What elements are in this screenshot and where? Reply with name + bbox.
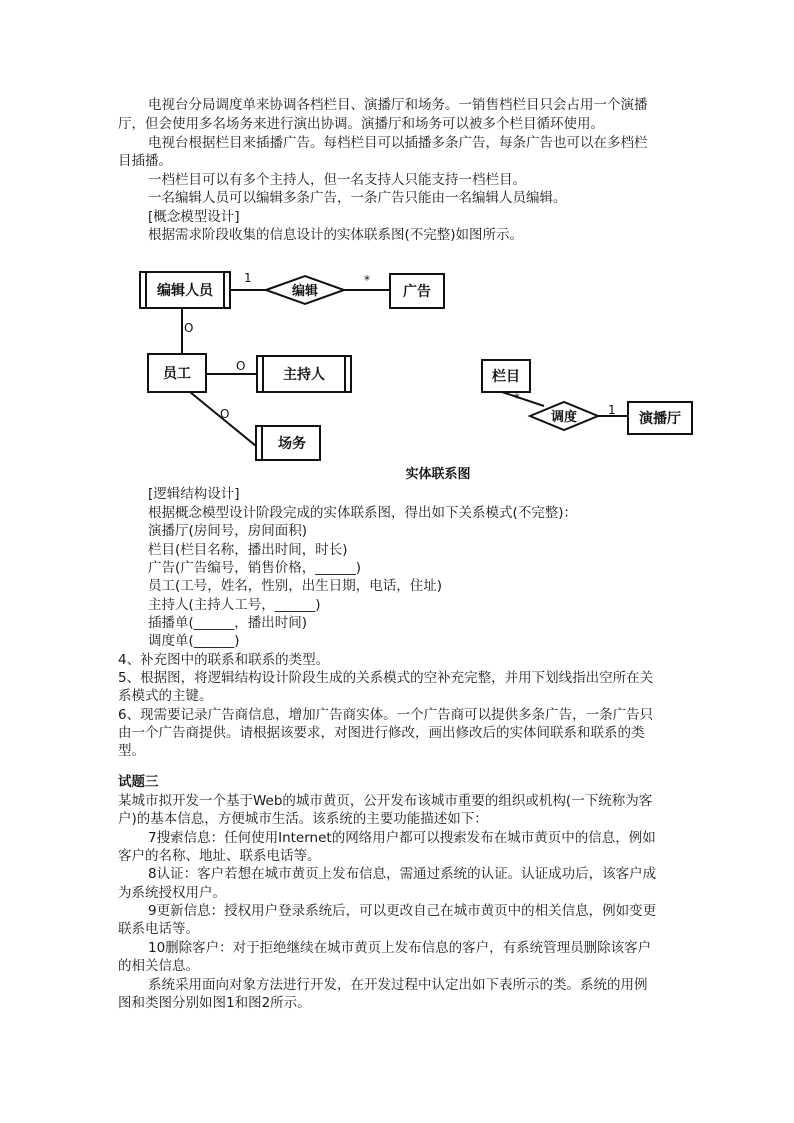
cardinality-label: O bbox=[220, 407, 230, 421]
cardinality-label: 1 bbox=[244, 271, 252, 285]
schema-line: 演播厅(房间号，房间面积) bbox=[148, 523, 308, 539]
schema-line: 调度单(______) bbox=[148, 633, 240, 649]
er-line bbox=[502, 392, 544, 406]
paragraph-line: 某城市拟开发一个基于Web的城市黄页，公开发布该城市重要的组织或机构(一下统称为客 bbox=[118, 793, 653, 809]
entity-ad bbox=[390, 274, 444, 308]
relation-edit-label: 编辑 bbox=[291, 284, 319, 299]
question-line: 6、现需要记录广告商信息，增加广告商实体。一个广告商可以提供多条广告，一条广告只 bbox=[118, 707, 654, 723]
entity-host-label: 主持人 bbox=[283, 367, 325, 383]
entity-staff bbox=[256, 426, 320, 460]
cardinality-label: O bbox=[236, 359, 246, 373]
entity-staff-label: 场务 bbox=[278, 436, 306, 452]
relation-schedule bbox=[530, 402, 598, 430]
paragraph-line: 图和类图分别如图1和图2所示。 bbox=[118, 995, 311, 1011]
paragraph-line: 根据需求阶段收集的信息设计的实体联系图(不完整)如图所示。 bbox=[148, 227, 524, 243]
paragraph-line: 一名编辑人员可以编辑多条广告，一条广告只能由一名编辑人员编辑。 bbox=[148, 190, 567, 206]
paragraph-line: 客户的名称、地址、联系电话等。 bbox=[118, 848, 321, 864]
paragraph-line: 根据概念模型设计阶段完成的实体联系图，得出如下关系模式(不完整)： bbox=[148, 505, 578, 521]
entity-program bbox=[482, 360, 530, 392]
paragraph-line: 联系电话等。 bbox=[118, 921, 199, 937]
schema-line: 插播单(______，播出时间) bbox=[148, 615, 308, 631]
entity-studio-label: 演播厅 bbox=[639, 411, 681, 427]
paragraph-line: 电视台根据栏目来插播广告。每档栏目可以插播多条广告，每条广告也可以在多档栏 bbox=[148, 135, 648, 151]
schema-line: 栏目(栏目名称，播出时间，时长) bbox=[148, 542, 348, 558]
paragraph-line: 的相关信息。 bbox=[118, 958, 199, 974]
section-heading: [概念模型设计] bbox=[148, 209, 240, 225]
cardinality-label: 1 bbox=[608, 403, 616, 417]
entity-editor-label: 编辑人员 bbox=[157, 283, 213, 299]
section-heading: [逻辑结构设计] bbox=[148, 486, 240, 502]
cardinality-label: * bbox=[514, 391, 520, 405]
schema-line: 广告(广告编号，销售价格，______) bbox=[148, 560, 362, 576]
paragraph-line: 为系统授权用户。 bbox=[118, 885, 226, 901]
relation-schedule-label: 调度 bbox=[550, 410, 578, 425]
entity-editor bbox=[140, 272, 230, 308]
entity-studio bbox=[628, 402, 692, 434]
paragraph-line: 电视台分局调度单来协调各档栏目、演播厅和场务。一销售档栏目只会占用一个演播 bbox=[148, 97, 648, 113]
paragraph-line: 7搜索信息：任何使用Internet的网络用户都可以搜索发布在城市黄页中的信息，例如 bbox=[148, 830, 656, 846]
cardinality-label: O bbox=[184, 321, 194, 335]
entity-ad-label: 广告 bbox=[403, 284, 431, 300]
cardinality-label: * bbox=[364, 273, 370, 287]
schema-line: 主持人(主持人工号，______) bbox=[148, 597, 321, 613]
paragraph-line: 厅，但会使用多名场务来进行演出协调。演播厅和场务可以被多个栏目循环使用。 bbox=[118, 116, 604, 132]
question-line: 4、补充图中的联系和联系的类型。 bbox=[118, 652, 330, 668]
question-line: 型。 bbox=[118, 743, 145, 759]
question-line: 由一个广告商提供。请根据该要求，对图进行修改，画出修改后的实体间联系和联系的类 bbox=[118, 725, 645, 741]
paragraph-line: 户)的基本信息，方便城市生活。该系统的主要功能描述如下： bbox=[118, 811, 488, 827]
question-line: 5、根据图，将逻辑结构设计阶段生成的关系模式的空补充完整，并用下划线指出空所在关 bbox=[118, 670, 654, 686]
question-line: 系模式的主键。 bbox=[118, 688, 213, 704]
schema-line: 员工(工号，姓名，性别，出生日期，电话，住址) bbox=[148, 578, 443, 594]
paragraph-line: 9更新信息：授权用户登录系统后，可以更改自己在城市黄页中的相关信息，例如变更 bbox=[148, 903, 657, 919]
entity-program-label: 栏目 bbox=[492, 369, 520, 385]
paragraph-line: 8认证：客户若想在城市黄页上发布信息，需通过系统的认证。认证成功后，该客户成 bbox=[148, 866, 657, 882]
paragraph-line: 一档栏目可以有多个主持人，但一名支持人只能支持一档栏目。 bbox=[148, 172, 526, 188]
section-title: 试题三 bbox=[118, 774, 159, 790]
relation-edit bbox=[266, 276, 344, 304]
paragraph-line: 系统采用面向对象方法进行开发，在开发过程中认定出如下表所示的类。系统的用例 bbox=[148, 977, 648, 993]
entity-employee bbox=[148, 354, 206, 392]
paragraph-line: 10删除客户：对于拒绝继续在城市黄页上发布信息的客户，有系统管理员删除该客户 bbox=[148, 940, 652, 956]
diagram-caption: 实体联系图 bbox=[405, 467, 471, 482]
paragraph-line: 目插播。 bbox=[118, 153, 172, 169]
entity-employee-label: 员工 bbox=[163, 366, 191, 382]
entity-host bbox=[257, 356, 351, 392]
